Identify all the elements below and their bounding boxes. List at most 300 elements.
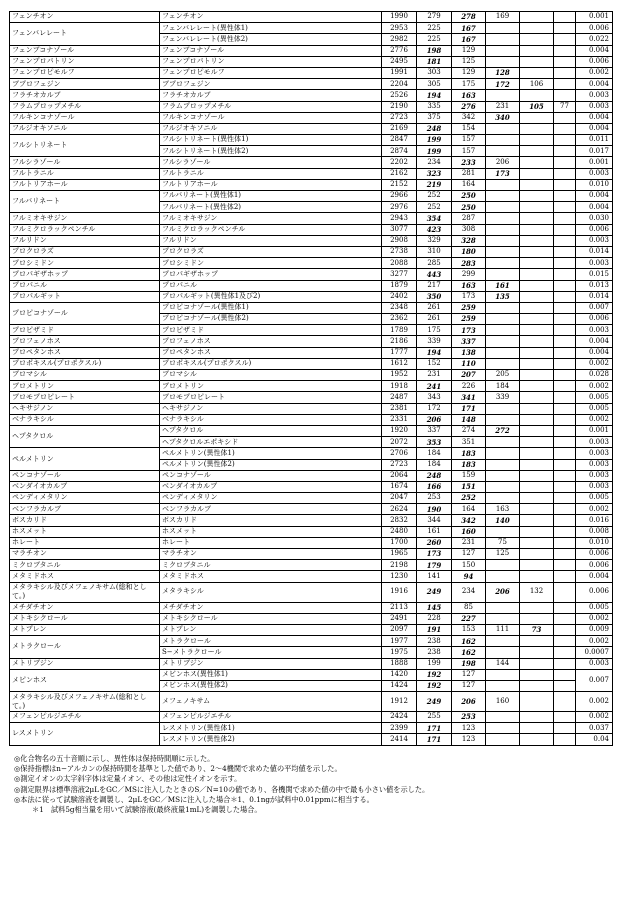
ion-cell: 259: [452, 302, 486, 313]
ion-cell: [486, 56, 520, 67]
ion-cell: [554, 515, 576, 526]
detection-limit-cell: 0.003: [576, 168, 613, 179]
ion-cell: [554, 34, 576, 45]
ion-cell: [486, 358, 520, 369]
ion-cell: [554, 549, 576, 560]
ion-cell: [520, 302, 554, 313]
detection-limit-cell: 0.010: [576, 179, 613, 190]
compound-name-cell: ベナラキシル: [10, 414, 160, 425]
measured-name-cell: フェンブコナゾール: [160, 45, 382, 56]
compound-name-cell: ホスメット: [10, 526, 160, 537]
retention-index-cell: 2723: [382, 112, 417, 123]
compound-name-cell: プロピザミド: [10, 325, 160, 336]
retention-index-cell: 1879: [382, 280, 417, 291]
detection-limit-cell: 0.002: [576, 636, 613, 647]
retention-index-cell: 2847: [382, 135, 417, 146]
ion-cell: [520, 191, 554, 202]
measured-name-cell: メビンホス(異性体2): [160, 680, 382, 691]
ion-cell: 423: [417, 224, 452, 235]
ion-cell: [520, 269, 554, 280]
compound-name-cell: メトプレン: [10, 624, 160, 635]
ion-cell: 167: [452, 34, 486, 45]
ion-cell: 151: [452, 481, 486, 492]
ion-cell: [554, 67, 576, 78]
ion-cell: 272: [486, 425, 520, 436]
ion-cell: [486, 314, 520, 325]
detection-limit-cell: 0.004: [576, 336, 613, 347]
ion-cell: [486, 302, 520, 313]
table-row: [10, 67, 613, 78]
ion-cell: [554, 459, 576, 470]
ion-cell: 173: [486, 168, 520, 179]
retention-index-cell: 2908: [382, 235, 417, 246]
compound-name-cell: ペンディメタリン: [10, 493, 160, 504]
table-row: [10, 636, 613, 647]
ion-cell: [520, 571, 554, 582]
ion-cell: [520, 258, 554, 269]
ion-cell: 238: [417, 636, 452, 647]
ion-cell: 234: [452, 582, 486, 602]
ion-cell: [486, 213, 520, 224]
ion-cell: [520, 34, 554, 45]
compound-name-cell: メタラキシル及びメフェノキサム(総和として。): [10, 582, 160, 602]
ion-cell: 123: [452, 723, 486, 734]
ion-cell: [486, 246, 520, 257]
ion-cell: [520, 370, 554, 381]
ion-cell: [486, 34, 520, 45]
measured-name-cell: フェンチオン: [160, 12, 382, 23]
detection-limit-cell: 0.001: [576, 157, 613, 168]
detection-limit-cell: 0.0007: [576, 647, 613, 658]
detection-limit-cell: 0.006: [576, 549, 613, 560]
ion-cell: 207: [452, 370, 486, 381]
compound-name-cell: メピンホス: [10, 669, 160, 691]
detection-limit-cell: 0.016: [576, 515, 613, 526]
ion-cell: [520, 526, 554, 537]
retention-index-cell: 2966: [382, 191, 417, 202]
ion-cell: [554, 647, 576, 658]
compound-name-cell: ベンダイオカルブ: [10, 481, 160, 492]
ion-cell: [520, 493, 554, 504]
ion-cell: 192: [417, 669, 452, 680]
ion-cell: [554, 481, 576, 492]
ion-cell: 183: [452, 459, 486, 470]
measured-name-cell: プロポキスル(プロポクスル): [160, 358, 382, 369]
ion-cell: [554, 381, 576, 392]
ion-cell: 206: [452, 692, 486, 712]
measured-name-cell: フルトリアホール: [160, 179, 382, 190]
compound-name-cell: フルミオキサジン: [10, 213, 160, 224]
ion-cell: [520, 336, 554, 347]
ion-cell: [520, 669, 554, 680]
retention-index-cell: 2169: [382, 123, 417, 134]
ion-cell: 231: [452, 537, 486, 548]
table-row: [10, 191, 613, 202]
table-row: [10, 537, 613, 548]
detection-limit-cell: 0.007: [576, 669, 613, 691]
measured-name-cell: ボスカリド: [160, 515, 382, 526]
detection-limit-cell: 0.030: [576, 213, 613, 224]
compound-name-cell: ヘプタクロル: [10, 425, 160, 447]
measured-name-cell: メフェンピルジエチル: [160, 712, 382, 723]
ion-cell: [554, 56, 576, 67]
measured-name-cell: フルバリネート(異性体2): [160, 202, 382, 213]
ion-cell: [554, 146, 576, 157]
ion-cell: 85: [452, 602, 486, 613]
measured-name-cell: フルバリネート(異性体1): [160, 191, 382, 202]
ion-cell: [554, 437, 576, 448]
retention-index-cell: 1700: [382, 537, 417, 548]
measured-name-cell: フルシトリネート(異性体1): [160, 135, 382, 146]
table-row: [10, 179, 613, 190]
table-row: [10, 123, 613, 134]
measured-name-cell: プロパギザホップ: [160, 269, 382, 280]
ion-cell: [554, 734, 576, 745]
detection-limit-cell: 0.002: [576, 504, 613, 515]
measured-name-cell: メタラキシル: [160, 582, 382, 602]
detection-limit-cell: 0.002: [576, 67, 613, 78]
compound-name-cell: メトキシクロール: [10, 613, 160, 624]
ion-cell: [486, 437, 520, 448]
measured-name-cell: フルシラゾール: [160, 157, 382, 168]
detection-limit-cell: 0.006: [576, 224, 613, 235]
ion-cell: [520, 67, 554, 78]
ion-cell: 179: [417, 560, 452, 571]
ion-cell: [520, 179, 554, 190]
detection-limit-cell: 0.013: [576, 280, 613, 291]
ion-cell: 340: [486, 112, 520, 123]
detection-limit-cell: 0.004: [576, 202, 613, 213]
ion-cell: [554, 560, 576, 571]
ion-cell: [520, 712, 554, 723]
ion-cell: 305: [417, 79, 452, 90]
compound-name-cell: プロフェノホス: [10, 336, 160, 347]
measured-name-cell: ベンフラカルブ: [160, 504, 382, 515]
ion-cell: [486, 403, 520, 414]
ion-cell: [554, 168, 576, 179]
measured-name-cell: フェンプロパトリン: [160, 56, 382, 67]
ion-cell: [554, 658, 576, 669]
ion-cell: 250: [452, 191, 486, 202]
detection-limit-cell: 0.001: [576, 12, 613, 23]
compound-name-cell: ミクロブタニル: [10, 560, 160, 571]
table-row: [10, 347, 613, 358]
table-row: [10, 168, 613, 179]
ion-cell: [554, 280, 576, 291]
measured-name-cell: ペルメトリン(異性体1): [160, 448, 382, 459]
ion-cell: [486, 325, 520, 336]
detection-limit-cell: 0.004: [576, 347, 613, 358]
compound-name-cell: フルリドン: [10, 235, 160, 246]
compound-name-cell: プロピコナゾール: [10, 302, 160, 324]
ion-cell: [554, 269, 576, 280]
detection-limit-cell: 0.003: [576, 235, 613, 246]
detection-limit-cell: 0.015: [576, 269, 613, 280]
table-row: [10, 269, 613, 280]
measured-name-cell: ベンダイオカルブ: [160, 481, 382, 492]
ion-cell: [554, 370, 576, 381]
measured-name-cell: プロパニル: [160, 280, 382, 291]
ion-cell: [486, 481, 520, 492]
ion-cell: [554, 470, 576, 481]
ion-cell: [520, 280, 554, 291]
table-row: [10, 582, 613, 602]
ion-cell: [486, 202, 520, 213]
ion-cell: 225: [417, 34, 452, 45]
ion-cell: [520, 314, 554, 325]
ion-cell: [554, 246, 576, 257]
table-row: [10, 602, 613, 613]
table-row: [10, 112, 613, 123]
retention-index-cell: 3077: [382, 224, 417, 235]
ion-cell: [486, 448, 520, 459]
ion-cell: 160: [486, 692, 520, 712]
compound-name-cell: フルキンコナゾール: [10, 112, 160, 123]
measured-name-cell: ホスメット: [160, 526, 382, 537]
measured-name-cell: ベナラキシル: [160, 414, 382, 425]
detection-limit-cell: 0.004: [576, 123, 613, 134]
ion-cell: [486, 493, 520, 504]
retention-index-cell: 1789: [382, 325, 417, 336]
ion-cell: 276: [452, 101, 486, 112]
compound-name-cell: プロクロラズ: [10, 246, 160, 257]
retention-index-cell: 2399: [382, 723, 417, 734]
measured-name-cell: ヘプタクロル: [160, 425, 382, 436]
measured-name-cell: メトリブジン: [160, 658, 382, 669]
compound-name-cell: ベンフラカルブ: [10, 504, 160, 515]
ion-cell: [520, 235, 554, 246]
detection-limit-cell: 0.006: [576, 56, 613, 67]
ion-cell: [520, 392, 554, 403]
ion-cell: [554, 636, 576, 647]
ion-cell: 225: [417, 23, 452, 34]
ion-cell: [554, 23, 576, 34]
ion-cell: 279: [417, 12, 452, 23]
footnote: ◎測定限界は標準溶液2μLをGC／MSに注入したときのS／N=10の値であり、各機関で求めた値の中で最も小さい値を示した。: [14, 784, 430, 794]
ion-cell: [520, 202, 554, 213]
ion-cell: 129: [452, 45, 486, 56]
ion-cell: 157: [452, 146, 486, 157]
ion-cell: [486, 723, 520, 734]
compound-name-cell: ブロメトリン: [10, 381, 160, 392]
retention-index-cell: 1916: [382, 582, 417, 602]
ion-cell: 153: [452, 624, 486, 635]
ion-cell: [520, 636, 554, 647]
compound-name-cell: フルトリアホール: [10, 179, 160, 190]
ion-cell: [554, 692, 576, 712]
ion-cell: [520, 135, 554, 146]
measured-name-cell: プロフェノホス: [160, 336, 382, 347]
compound-name-cell: メトラクロール: [10, 636, 160, 658]
ion-cell: [554, 403, 576, 414]
ion-cell: [486, 459, 520, 470]
measured-name-cell: メトラクロール: [160, 636, 382, 647]
retention-index-cell: 2874: [382, 146, 417, 157]
table-row: [10, 302, 613, 313]
table-row: [10, 414, 613, 425]
compound-name-cell: レスメトリン: [10, 723, 160, 745]
ion-cell: [486, 647, 520, 658]
ion-cell: [520, 358, 554, 369]
measured-name-cell: プロピザミド: [160, 325, 382, 336]
ion-cell: [520, 549, 554, 560]
ion-cell: [520, 734, 554, 745]
measured-name-cell: フェンバレレート(異性体1): [160, 23, 382, 34]
ion-cell: [554, 79, 576, 90]
table-row: [10, 358, 613, 369]
retention-index-cell: 2491: [382, 613, 417, 624]
ion-cell: [554, 213, 576, 224]
measured-name-cell: メトキシクロール: [160, 613, 382, 624]
table-row: [10, 12, 613, 23]
detection-limit-cell: 0.003: [576, 437, 613, 448]
retention-index-cell: 2097: [382, 624, 417, 635]
measured-name-cell: ペンディメタリン: [160, 493, 382, 504]
ion-cell: 157: [452, 135, 486, 146]
measured-name-cell: プロパルギット(異性体1及び2): [160, 291, 382, 302]
detection-limit-cell: 0.007: [576, 302, 613, 313]
ion-cell: 205: [486, 370, 520, 381]
table-row: [10, 692, 613, 712]
retention-index-cell: 1912: [382, 692, 417, 712]
table-row: [10, 658, 613, 669]
retention-index-cell: 2982: [382, 34, 417, 45]
measured-name-cell: S−メトラクロール: [160, 647, 382, 658]
ion-cell: 343: [417, 392, 452, 403]
measured-name-cell: ブロマシル: [160, 370, 382, 381]
ion-cell: 184: [417, 459, 452, 470]
ion-cell: 163: [486, 504, 520, 515]
retention-index-cell: 1777: [382, 347, 417, 358]
table-row: [10, 504, 613, 515]
compound-name-cell: メタミドホス: [10, 571, 160, 582]
ion-cell: [486, 224, 520, 235]
table-row: [10, 370, 613, 381]
ion-cell: [520, 414, 554, 425]
ion-cell: 171: [417, 723, 452, 734]
measured-name-cell: プロピコナゾール(異性体1): [160, 302, 382, 313]
ion-cell: 171: [417, 734, 452, 745]
ion-cell: [520, 146, 554, 157]
compound-name-cell: メタラキシル及びメフェノキサム(総和として。): [10, 692, 160, 712]
ion-cell: [486, 123, 520, 134]
measured-name-cell: プロクロラズ: [160, 246, 382, 257]
ion-cell: 94: [452, 571, 486, 582]
ion-cell: [554, 613, 576, 624]
ion-cell: 308: [452, 224, 486, 235]
measured-name-cell: フルミオキサジン: [160, 213, 382, 224]
ion-cell: [486, 191, 520, 202]
detection-limit-cell: 0.002: [576, 712, 613, 723]
retention-index-cell: 1420: [382, 669, 417, 680]
ion-cell: 145: [417, 602, 452, 613]
detection-limit-cell: 0.003: [576, 258, 613, 269]
ion-cell: [520, 246, 554, 257]
measured-name-cell: マラチオン: [160, 549, 382, 560]
detection-limit-cell: 0.004: [576, 571, 613, 582]
ion-cell: 248: [417, 123, 452, 134]
ion-cell: 350: [417, 291, 452, 302]
measured-name-cell: フェンバレレート(異性体2): [160, 34, 382, 45]
detection-limit-cell: 0.003: [576, 325, 613, 336]
ion-cell: [554, 224, 576, 235]
table-row: [10, 515, 613, 526]
ion-cell: [520, 403, 554, 414]
ion-cell: 278: [452, 12, 486, 23]
ion-cell: [520, 647, 554, 658]
compound-name-cell: プロペタンホス: [10, 347, 160, 358]
ion-cell: 329: [417, 235, 452, 246]
compound-name-cell: マラチオン: [10, 549, 160, 560]
table-row: [10, 669, 613, 680]
ion-cell: 226: [452, 381, 486, 392]
ion-cell: [520, 45, 554, 56]
ion-cell: [554, 314, 576, 325]
measured-name-cell: メビンホス(異性体1): [160, 669, 382, 680]
ion-cell: 285: [417, 258, 452, 269]
ion-cell: [486, 669, 520, 680]
retention-index-cell: 2953: [382, 23, 417, 34]
ion-cell: 342: [452, 515, 486, 526]
ion-cell: [520, 381, 554, 392]
measured-name-cell: フラチオカルブ: [160, 90, 382, 101]
retention-index-cell: 2064: [382, 470, 417, 481]
table-row: [10, 425, 613, 436]
ion-cell: 125: [486, 549, 520, 560]
ion-cell: [520, 537, 554, 548]
measured-name-cell: ブロメトリン: [160, 381, 382, 392]
ion-cell: 106: [520, 79, 554, 90]
ion-cell: 231: [486, 101, 520, 112]
ion-cell: 159: [452, 470, 486, 481]
ion-cell: [554, 680, 576, 691]
ion-cell: 163: [452, 280, 486, 291]
retention-index-cell: 2202: [382, 157, 417, 168]
detection-limit-cell: 0.006: [576, 23, 613, 34]
ion-cell: [554, 12, 576, 23]
ion-cell: 73: [520, 624, 554, 635]
ion-cell: [554, 291, 576, 302]
table-row: [10, 549, 613, 560]
retention-index-cell: 1975: [382, 647, 417, 658]
ion-cell: [520, 425, 554, 436]
measured-name-cell: ホレート: [160, 537, 382, 548]
table-row: [10, 381, 613, 392]
ion-cell: 128: [486, 67, 520, 78]
retention-index-cell: 1920: [382, 425, 417, 436]
measured-name-cell: ペンコナゾール: [160, 470, 382, 481]
ion-cell: 141: [417, 571, 452, 582]
ion-cell: 105: [520, 101, 554, 112]
compound-name-cell: フルミクロラックペンチル: [10, 224, 160, 235]
ion-cell: [486, 336, 520, 347]
detection-limit-cell: 0.022: [576, 34, 613, 45]
ion-cell: [554, 325, 576, 336]
table-row: [10, 560, 613, 571]
detection-limit-cell: 0.004: [576, 112, 613, 123]
ion-cell: [554, 602, 576, 613]
ion-cell: 198: [452, 658, 486, 669]
detection-limit-cell: 0.006: [576, 560, 613, 571]
ion-cell: 339: [417, 336, 452, 347]
retention-index-cell: 2331: [382, 414, 417, 425]
ion-cell: 111: [486, 624, 520, 635]
ion-cell: 227: [452, 613, 486, 624]
ion-cell: [486, 526, 520, 537]
ion-cell: 281: [452, 168, 486, 179]
retention-index-cell: 2943: [382, 213, 417, 224]
ion-cell: [486, 636, 520, 647]
